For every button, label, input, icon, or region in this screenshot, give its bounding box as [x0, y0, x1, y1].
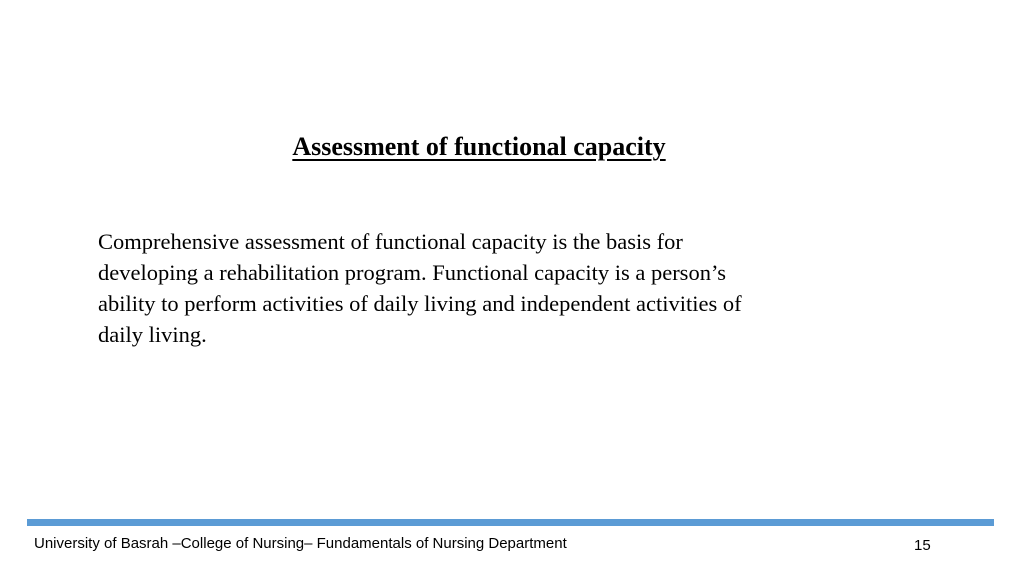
- body-line: daily living.: [98, 322, 207, 347]
- footer-text: University of Basrah –College of Nursing– Fundamentals of Nursing Department: [34, 535, 567, 552]
- slide-body-paragraph: [98, 226, 858, 350]
- slide-title: Assessment of functional capacity: [292, 132, 666, 161]
- page-number: 15: [914, 537, 931, 554]
- body-line: Comprehensive assessment of functional capacity is the basis for: [98, 229, 683, 254]
- body-line: ability to perform activities of daily living and independent activities of: [98, 291, 742, 316]
- footer-divider-bar: [27, 519, 994, 526]
- body-line: developing a rehabilitation program. Functional capacity is a person’s: [98, 260, 726, 285]
